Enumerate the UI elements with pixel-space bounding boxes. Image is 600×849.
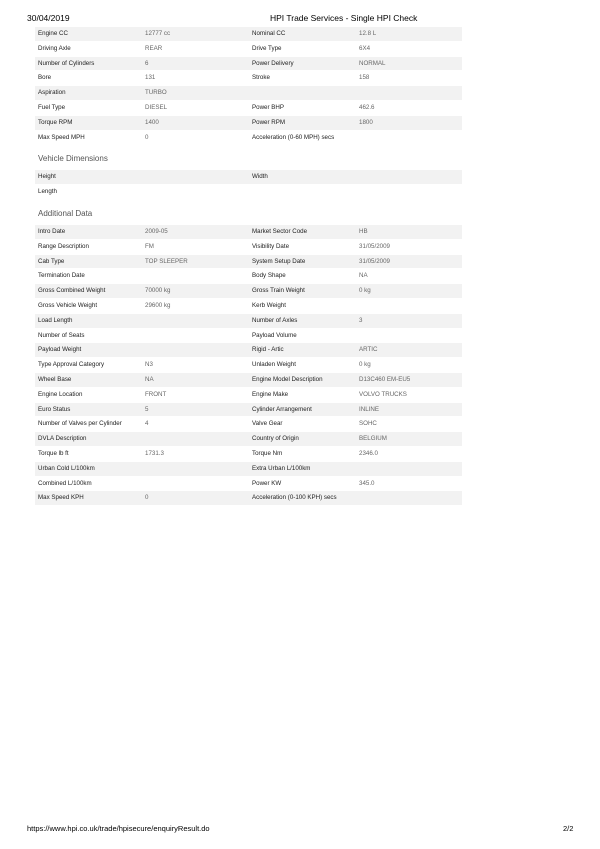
table-row — [35, 491, 462, 506]
field-label: Torque RPM — [35, 115, 142, 130]
field-value — [356, 185, 462, 200]
field-label: Valve Gear — [249, 417, 356, 432]
field-label: Visibility Date — [249, 239, 356, 254]
table-row — [35, 298, 462, 313]
field-value: 31/05/2009 — [356, 254, 462, 269]
field-label — [249, 86, 356, 101]
field-label: Height — [35, 170, 142, 184]
field-value: 29600 kg — [142, 298, 249, 313]
field-value: HB — [356, 225, 462, 239]
table-row — [35, 41, 462, 56]
field-label: Rigid - Artic — [249, 343, 356, 358]
table-row — [35, 170, 462, 184]
table-row — [35, 71, 462, 86]
field-label: Power BHP — [249, 100, 356, 115]
field-label: Intro Date — [35, 225, 142, 239]
field-value: 6 — [142, 56, 249, 71]
table-row — [35, 27, 462, 41]
field-value: DIESEL — [142, 100, 249, 115]
table-row — [35, 358, 462, 373]
table-row — [35, 432, 462, 447]
field-label: Combined L/100km — [35, 476, 142, 491]
field-label: Acceleration (0-100 KPH) secs — [249, 491, 356, 506]
field-value — [142, 170, 249, 184]
field-value: 31/05/2009 — [356, 239, 462, 254]
field-label: Country of Origin — [249, 432, 356, 447]
table-row — [35, 225, 462, 239]
field-label: Number of Valves per Cylinder — [35, 417, 142, 432]
field-label: System Setup Date — [249, 254, 356, 269]
table-row — [35, 313, 462, 328]
page-number: 2/2 — [563, 824, 574, 833]
field-value: 1400 — [142, 115, 249, 130]
field-label: Engine CC — [35, 27, 142, 41]
table-row — [35, 387, 462, 402]
field-value: FRONT — [142, 387, 249, 402]
print-date: 30/04/2019 — [27, 13, 70, 23]
table-row — [35, 239, 462, 254]
field-value: NORMAL — [356, 56, 462, 71]
table-row — [35, 476, 462, 491]
field-value: 5 — [142, 402, 249, 417]
field-label: Market Sector Code — [249, 225, 356, 239]
field-value: N3 — [142, 358, 249, 373]
field-label: Gross Combined Weight — [35, 284, 142, 299]
field-value — [356, 298, 462, 313]
field-label: Width — [249, 170, 356, 184]
field-label: Payload Weight — [35, 343, 142, 358]
field-value — [356, 461, 462, 476]
table-row — [35, 115, 462, 130]
field-label: Urban Cold L/100km — [35, 461, 142, 476]
table-row — [35, 417, 462, 432]
field-value: 158 — [356, 71, 462, 86]
table-row — [35, 343, 462, 358]
field-label: Gross Train Weight — [249, 284, 356, 299]
field-label: Power RPM — [249, 115, 356, 130]
field-value — [356, 170, 462, 184]
field-label: Unladen Weight — [249, 358, 356, 373]
field-value — [142, 269, 249, 284]
field-value — [356, 491, 462, 506]
field-label: Power KW — [249, 476, 356, 491]
table-row — [35, 328, 462, 343]
field-value: 0 — [142, 130, 249, 145]
section-title-additional-data: Additional Data — [38, 208, 93, 218]
field-label: Max Speed MPH — [35, 130, 142, 145]
field-label: Acceleration (0-60 MPH) secs — [249, 130, 356, 145]
field-value: 0 kg — [356, 358, 462, 373]
field-value: TOP SLEEPER — [142, 254, 249, 269]
field-label: Body Shape — [249, 269, 356, 284]
field-label: Drive Type — [249, 41, 356, 56]
field-label: DVLA Description — [35, 432, 142, 447]
field-value: INLINE — [356, 402, 462, 417]
table-row — [35, 254, 462, 269]
field-value: TURBO — [142, 86, 249, 101]
table-row — [35, 185, 462, 200]
field-value — [142, 328, 249, 343]
field-value: NA — [142, 372, 249, 387]
field-value: 131 — [142, 71, 249, 86]
field-value: 12.8 L — [356, 27, 462, 41]
field-label: Engine Model Description — [249, 372, 356, 387]
field-label: Number of Axles — [249, 313, 356, 328]
report-content — [35, 27, 462, 506]
field-value: 2009-05 — [142, 225, 249, 239]
field-value — [142, 461, 249, 476]
field-value: 6X4 — [356, 41, 462, 56]
field-value: REAR — [142, 41, 249, 56]
field-label: Max Speed KPH — [35, 491, 142, 506]
field-value: SOHC — [356, 417, 462, 432]
table-row — [35, 269, 462, 284]
table-row — [35, 446, 462, 461]
table-row — [35, 86, 462, 101]
table-row — [35, 402, 462, 417]
field-value: ARTIC — [356, 343, 462, 358]
field-label: Payload Volume — [249, 328, 356, 343]
field-label: Driving Axle — [35, 41, 142, 56]
field-label: Range Description — [35, 239, 142, 254]
field-label: Engine Make — [249, 387, 356, 402]
engine-table — [35, 27, 462, 145]
field-label: Engine Location — [35, 387, 142, 402]
dimensions-table — [35, 170, 462, 200]
field-value — [142, 432, 249, 447]
field-label: Torque Nm — [249, 446, 356, 461]
field-label: Length — [35, 185, 142, 200]
table-row — [35, 130, 462, 145]
field-value: 1731.3 — [142, 446, 249, 461]
field-label: Number of Seats — [35, 328, 142, 343]
field-value: 0 — [142, 491, 249, 506]
field-label: Nominal CC — [249, 27, 356, 41]
table-row — [35, 56, 462, 71]
field-label: Wheel Base — [35, 372, 142, 387]
section-title-vehicle-dimensions: Vehicle Dimensions — [38, 154, 108, 164]
field-value: 462.6 — [356, 100, 462, 115]
field-value: VOLVO TRUCKS — [356, 387, 462, 402]
field-label: Kerb Weight — [249, 298, 356, 313]
field-label: Gross Vehicle Weight — [35, 298, 142, 313]
field-label: Cab Type — [35, 254, 142, 269]
page-title: HPI Trade Services - Single HPI Check — [270, 13, 418, 23]
field-value: 3 — [356, 313, 462, 328]
field-label: Load Length — [35, 313, 142, 328]
field-value: NA — [356, 269, 462, 284]
field-value: 345.0 — [356, 476, 462, 491]
field-label: Extra Urban L/100km — [249, 461, 356, 476]
field-label: Number of Cylinders — [35, 56, 142, 71]
table-row — [35, 461, 462, 476]
field-value — [142, 185, 249, 200]
additional-table — [35, 225, 462, 506]
field-label: Fuel Type — [35, 100, 142, 115]
field-label — [249, 185, 356, 200]
field-value — [142, 476, 249, 491]
field-label: Bore — [35, 71, 142, 86]
field-value: 12777 cc — [142, 27, 249, 41]
field-value: FM — [142, 239, 249, 254]
field-value: 1800 — [356, 115, 462, 130]
field-value — [142, 343, 249, 358]
field-value — [356, 328, 462, 343]
field-label: Type Approval Category — [35, 358, 142, 373]
field-value: 0 kg — [356, 284, 462, 299]
field-label: Euro Status — [35, 402, 142, 417]
field-value — [142, 313, 249, 328]
field-value: 4 — [142, 417, 249, 432]
table-row — [35, 372, 462, 387]
field-label: Power Delivery — [249, 56, 356, 71]
footer-url: https://www.hpi.co.uk/trade/hpisecure/enquiryResult.do — [27, 824, 210, 833]
field-value: 70000 kg — [142, 284, 249, 299]
table-row — [35, 284, 462, 299]
field-label: Stroke — [249, 71, 356, 86]
table-row — [35, 100, 462, 115]
field-label: Torque lb ft — [35, 446, 142, 461]
field-value: BELGIUM — [356, 432, 462, 447]
field-value — [356, 86, 462, 101]
field-label: Cylinder Arrangement — [249, 402, 356, 417]
field-value: 2346.0 — [356, 446, 462, 461]
field-label: Aspiration — [35, 86, 142, 101]
field-value — [356, 130, 462, 145]
field-label: Termination Date — [35, 269, 142, 284]
field-value: D13C460 EM-EU5 — [356, 372, 462, 387]
